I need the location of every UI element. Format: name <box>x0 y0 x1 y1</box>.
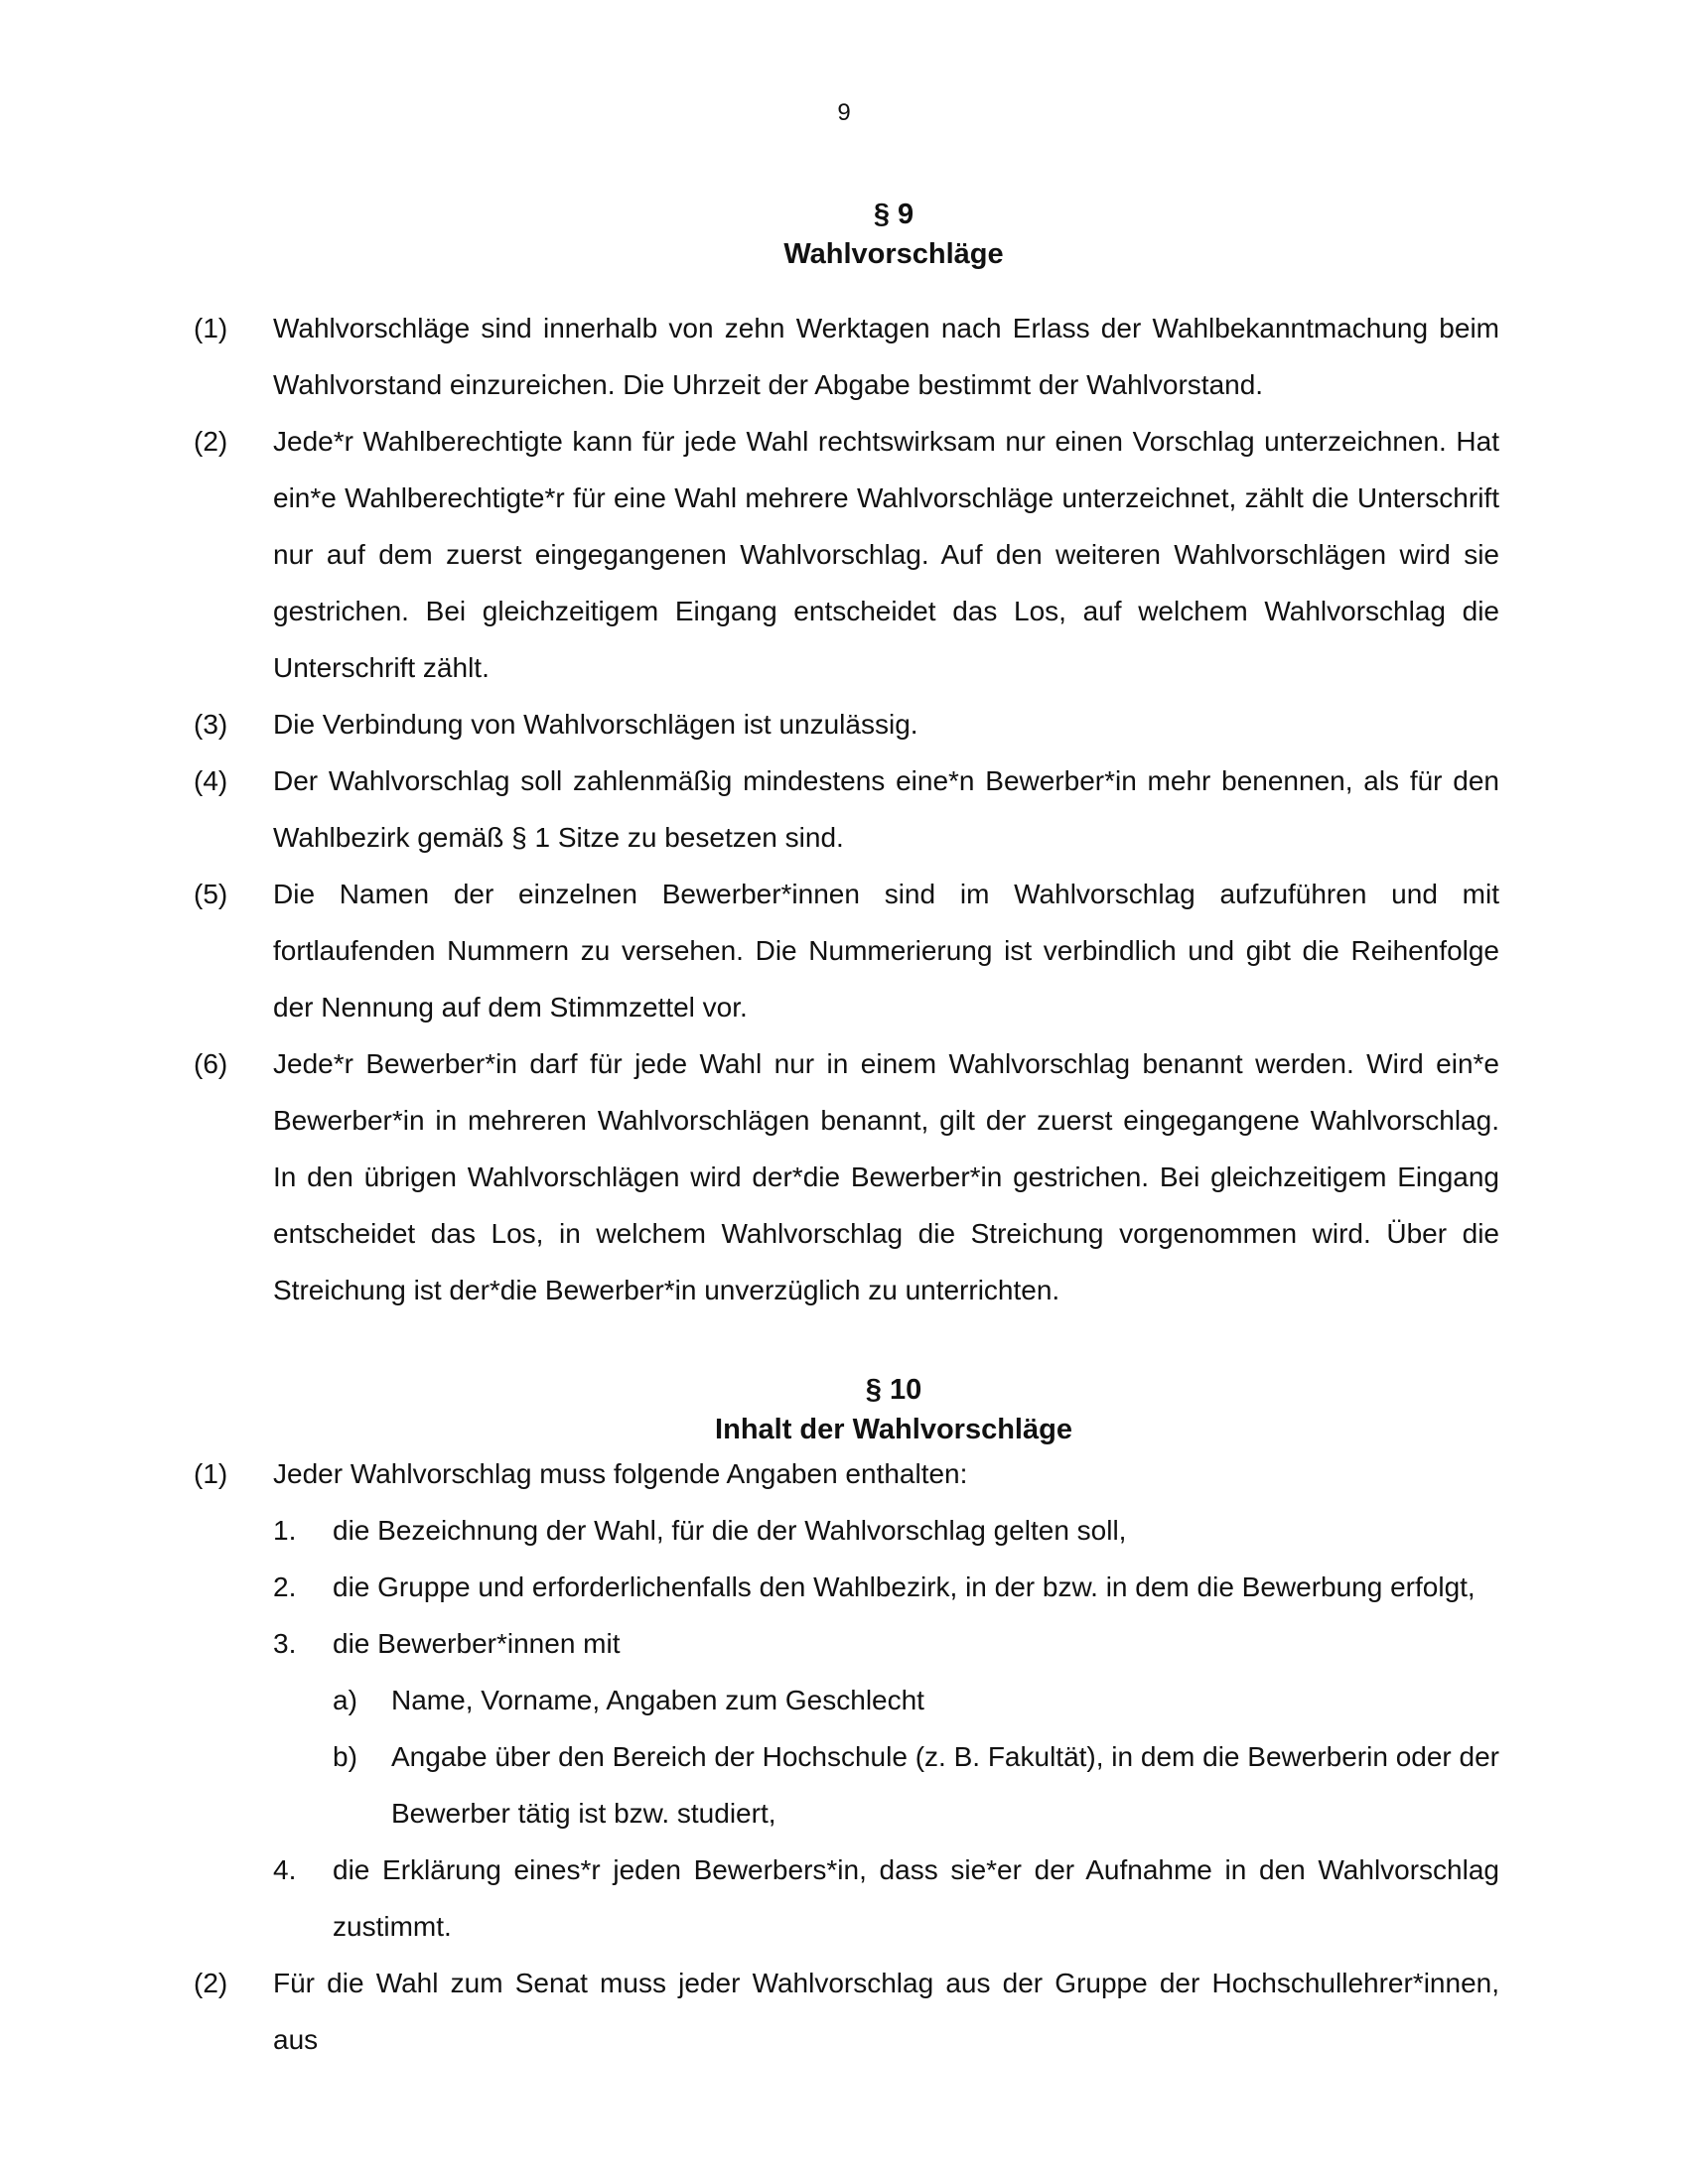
list-item-number: 2. <box>273 1571 297 1602</box>
list-item-text: die Erklärung eines*r jeden Bewerbers*in, dass sie*er der Aufnahme in den Wahlvorschlag zustimmt. <box>333 1854 1499 1942</box>
list-item-number: 1. <box>273 1515 297 1546</box>
paragraph-text: Für die Wahl zum Senat muss jeder Wahlvorschlag aus der Gruppe der Hochschullehrer*innen, aus <box>273 1968 1499 2055</box>
s9-paragraph-4 <box>194 752 1499 866</box>
s9-paragraph-2 <box>194 413 1499 696</box>
s10-paragraph-1 <box>194 1445 1499 1502</box>
section-9-title: Wahlvorschläge <box>783 238 1004 270</box>
paragraph-number: (2) <box>194 1968 228 1998</box>
paragraph-text: Wahlvorschläge sind innerhalb von zehn Werktagen nach Erlass der Wahlbekanntmachung beim Wahlvorstand einzureichen. Die Uhrzeit der Abgabe bestimmt der Wahlvorstand. <box>273 313 1499 400</box>
sub-list-item <box>333 1672 1499 1728</box>
paragraph-number: (3) <box>194 709 228 740</box>
list-item <box>273 1559 1499 1615</box>
paragraph-text: Jeder Wahlvorschlag muss folgende Angaben enthalten: <box>273 1458 968 1489</box>
section-10-symbol: § 10 <box>865 1374 922 1406</box>
list-item <box>273 1842 1499 1955</box>
list-item-text: die Bezeichnung der Wahl, für die der Wahlvorschlag gelten soll, <box>333 1515 1127 1546</box>
paragraph-text: Der Wahlvorschlag soll zahlenmäßig mindestens eine*n Bewerber*in mehr benennen, als für den Wahlbezirk gemäß § 1 Sitze zu besetzen sind. <box>273 765 1499 853</box>
s9-paragraph-3 <box>194 696 1499 752</box>
sub-list-item-text: Name, Vorname, Angaben zum Geschlecht <box>391 1685 924 1715</box>
s9-paragraph-6 <box>194 1035 1499 1318</box>
list-item-number: 4. <box>273 1854 297 1885</box>
paragraph-number: (2) <box>194 426 228 457</box>
list-item <box>273 1615 1499 1672</box>
list-item-text: die Bewerber*innen mit <box>333 1628 621 1659</box>
paragraph-text: Jede*r Wahlberechtigte kann für jede Wahl rechtswirksam nur einen Vorschlag unterzeichnen. Hat ein*e Wahlberechtigte*r für eine Wahl mehrere Wahlvorschläge unterzeichnet, zählt die Unterschrift nur auf dem zuerst eingegangenen Wahlvorschlag. Auf den weiteren Wahlvorschlägen wird sie gestrichen. Bei gleichzeitigem Eingang entscheidet das Los, auf welchem Wahlvorschlag die Unterschrift zählt. <box>273 426 1499 683</box>
paragraph-number: (5) <box>194 879 228 909</box>
list-item <box>273 1502 1499 1559</box>
paragraph-number: (4) <box>194 765 228 796</box>
section-10-title: Inhalt der Wahlvorschläge <box>715 1414 1072 1445</box>
paragraph-number: (6) <box>194 1048 228 1079</box>
paragraph-text: Jede*r Bewerber*in darf für jede Wahl nur in einem Wahlvorschlag benannt werden. Wird ein*e Bewerber*in in mehreren Wahlvorschlägen benannt, gilt der zuerst eingegangene Wahlvorschlag. In den übrigen Wahlvorschlägen wird der*die Bewerber*in gestrichen. Bei gleichzeitigem Eingang entscheidet das Los, in welchem Wahlvorschlag die Streichung vorgenommen wird. Über die Streichung ist der*die Bewerber*in unverzüglich zu unterrichten. <box>273 1048 1499 1305</box>
sub-list-item-letter: b) <box>333 1741 357 1772</box>
s10-paragraph-2 <box>194 1955 1499 2068</box>
paragraph-text: Die Namen der einzelnen Bewerber*innen sind im Wahlvorschlag aufzuführen und mit fortlaufenden Nummern zu versehen. Die Nummerierung ist verbindlich und gibt die Reihenfolge der Nennung auf dem Stimmzettel vor. <box>273 879 1499 1023</box>
page-number: 9 <box>837 99 851 126</box>
s9-paragraph-5 <box>194 866 1499 1035</box>
list-item-text: die Gruppe und erforderlichenfalls den Wahlbezirk, in der bzw. in dem die Bewerbung erfolgt, <box>333 1571 1476 1602</box>
sub-list-item-text: Angabe über den Bereich der Hochschule (z. B. Fakultät), in dem die Bewerberin oder der Bewerber tätig ist bzw. studiert, <box>391 1741 1499 1829</box>
section-10-heading <box>0 1370 1688 1449</box>
list-item-number: 3. <box>273 1628 297 1659</box>
section-9-heading <box>0 195 1688 274</box>
paragraph-number: (1) <box>194 1458 228 1489</box>
sub-list-item <box>333 1728 1499 1842</box>
sub-list-item-letter: a) <box>333 1685 357 1715</box>
paragraph-text: Die Verbindung von Wahlvorschlägen ist unzulässig. <box>273 709 918 740</box>
paragraph-number: (1) <box>194 313 228 343</box>
s9-paragraph-1 <box>194 300 1499 413</box>
section-9-symbol: § 9 <box>873 199 914 230</box>
